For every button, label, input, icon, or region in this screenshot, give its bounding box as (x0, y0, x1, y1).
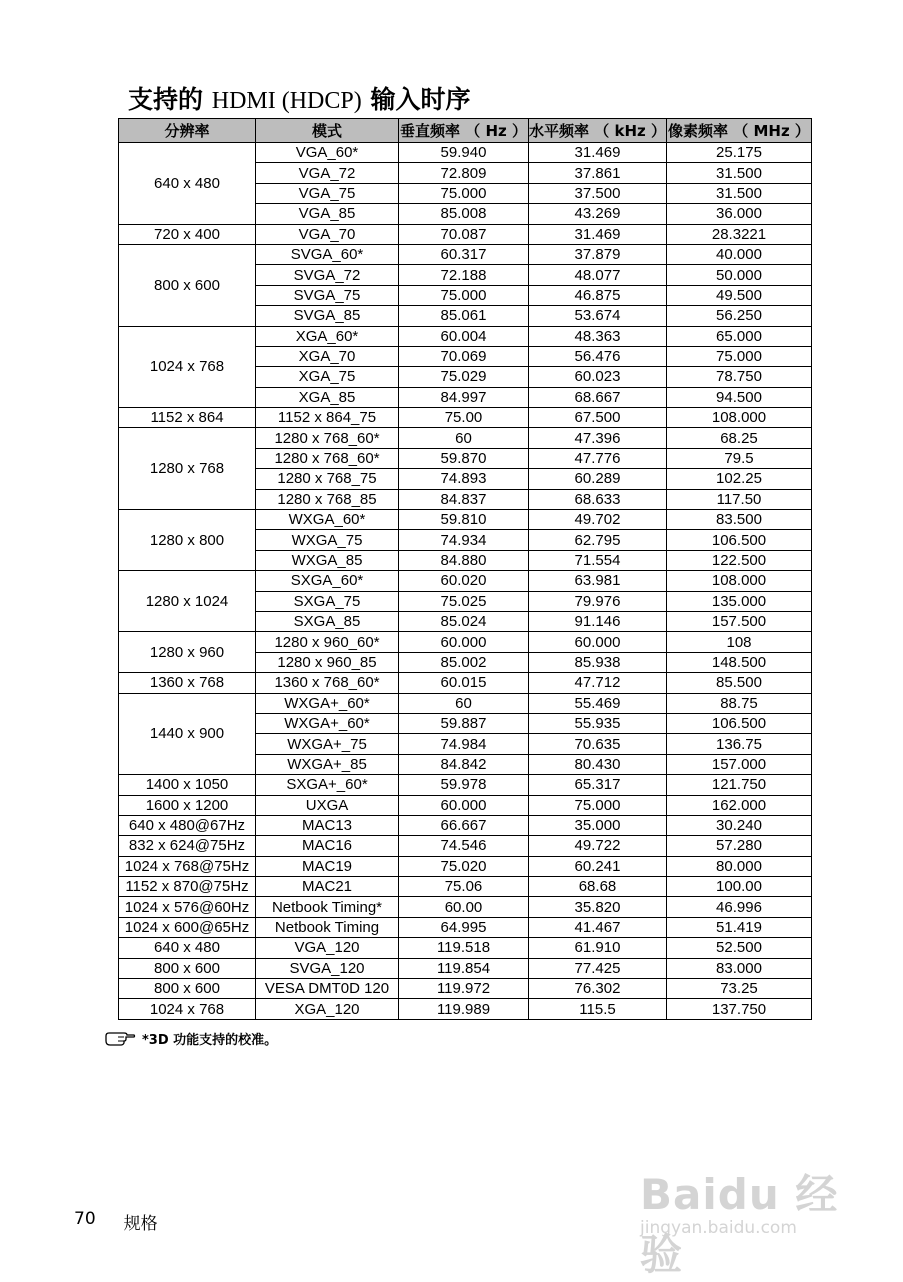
vertical-freq-cell: 59.870 (399, 448, 529, 468)
horizontal-freq-cell: 68.633 (529, 489, 667, 509)
mode-cell: 1280 x 768_85 (256, 489, 399, 509)
vertical-freq-cell: 119.854 (399, 958, 529, 978)
resolution-cell: 1152 x 864 (119, 408, 256, 428)
vertical-freq-cell: 60.020 (399, 571, 529, 591)
mode-cell: MAC21 (256, 877, 399, 897)
mode-cell: WXGA+_75 (256, 734, 399, 754)
column-header: 像素频率 （ MHz ） (667, 119, 812, 143)
table-row (119, 795, 812, 815)
horizontal-freq-cell: 68.667 (529, 387, 667, 407)
horizontal-freq-cell: 79.976 (529, 591, 667, 611)
pixel-freq-cell: 78.750 (667, 367, 812, 387)
horizontal-freq-cell: 47.712 (529, 673, 667, 693)
mode-cell: 1280 x 768_75 (256, 469, 399, 489)
horizontal-freq-cell: 60.023 (529, 367, 667, 387)
horizontal-freq-cell: 65.317 (529, 775, 667, 795)
vertical-freq-cell: 75.00 (399, 408, 529, 428)
table-row (119, 224, 812, 244)
pixel-freq-cell: 94.500 (667, 387, 812, 407)
horizontal-freq-cell: 49.722 (529, 836, 667, 856)
pixel-freq-cell: 68.25 (667, 428, 812, 448)
vertical-freq-cell: 84.880 (399, 550, 529, 570)
pixel-freq-cell: 121.750 (667, 775, 812, 795)
table-row (119, 143, 812, 163)
pixel-freq-cell: 162.000 (667, 795, 812, 815)
resolution-cell: 1024 x 768 (119, 999, 256, 1019)
pixel-freq-cell: 80.000 (667, 856, 812, 876)
pixel-freq-cell: 25.175 (667, 143, 812, 163)
vertical-freq-cell: 74.893 (399, 469, 529, 489)
table-row (119, 428, 812, 448)
table-row (119, 408, 812, 428)
watermark-url: jingyan.baidu.com (640, 1218, 797, 1238)
mode-cell: WXGA_75 (256, 530, 399, 550)
horizontal-freq-cell: 68.68 (529, 877, 667, 897)
horizontal-freq-cell: 91.146 (529, 611, 667, 631)
pixel-freq-cell: 136.75 (667, 734, 812, 754)
mode-cell: XGA_60* (256, 326, 399, 346)
resolution-cell: 1280 x 1024 (119, 571, 256, 632)
pixel-freq-cell: 106.500 (667, 530, 812, 550)
resolution-cell: 1400 x 1050 (119, 775, 256, 795)
horizontal-freq-cell: 60.241 (529, 856, 667, 876)
table-row (119, 917, 812, 937)
mode-cell: MAC19 (256, 856, 399, 876)
vertical-freq-cell: 72.188 (399, 265, 529, 285)
mode-cell: WXGA+_85 (256, 754, 399, 774)
horizontal-freq-cell: 56.476 (529, 346, 667, 366)
vertical-freq-cell: 60 (399, 693, 529, 713)
pixel-freq-cell: 135.000 (667, 591, 812, 611)
horizontal-freq-cell: 53.674 (529, 306, 667, 326)
mode-cell: VGA_75 (256, 183, 399, 203)
pixel-freq-cell: 83.000 (667, 958, 812, 978)
vertical-freq-cell: 119.518 (399, 938, 529, 958)
pixel-freq-cell: 30.240 (667, 815, 812, 835)
horizontal-freq-cell: 61.910 (529, 938, 667, 958)
table-row (119, 775, 812, 795)
footnote (104, 1029, 277, 1048)
vertical-freq-cell: 75.020 (399, 856, 529, 876)
pixel-freq-cell: 56.250 (667, 306, 812, 326)
watermark-logo: Baidu 经验 (640, 1170, 839, 1279)
resolution-cell: 1024 x 768 (119, 326, 256, 408)
mode-cell: WXGA_85 (256, 550, 399, 570)
pixel-freq-cell: 108 (667, 632, 812, 652)
vertical-freq-cell: 60 (399, 428, 529, 448)
mode-cell: UXGA (256, 795, 399, 815)
horizontal-freq-cell: 49.702 (529, 510, 667, 530)
horizontal-freq-cell: 35.820 (529, 897, 667, 917)
title-latin: HDMI (HDCP) (211, 88, 362, 114)
resolution-cell: 640 x 480 (119, 938, 256, 958)
vertical-freq-cell: 64.995 (399, 917, 529, 937)
resolution-cell: 1440 x 900 (119, 693, 256, 775)
mode-cell: 1152 x 864_75 (256, 408, 399, 428)
baidu-watermark (640, 1138, 870, 1279)
mode-cell: Netbook Timing (256, 917, 399, 937)
vertical-freq-cell: 85.002 (399, 652, 529, 672)
pixel-freq-cell: 46.996 (667, 897, 812, 917)
pixel-freq-cell: 137.750 (667, 999, 812, 1019)
vertical-freq-cell: 70.069 (399, 346, 529, 366)
mode-cell: SVGA_72 (256, 265, 399, 285)
mode-cell: XGA_75 (256, 367, 399, 387)
pixel-freq-cell: 73.25 (667, 979, 812, 999)
resolution-cell: 832 x 624@75Hz (119, 836, 256, 856)
pixel-freq-cell: 157.000 (667, 754, 812, 774)
column-header: 垂直频率 （ Hz ） (399, 119, 529, 143)
resolution-cell: 1280 x 800 (119, 510, 256, 571)
pixel-freq-cell: 49.500 (667, 285, 812, 305)
horizontal-freq-cell: 55.469 (529, 693, 667, 713)
pixel-freq-cell: 122.500 (667, 550, 812, 570)
resolution-cell: 800 x 600 (119, 244, 256, 326)
column-header: 分辨率 (119, 119, 256, 143)
horizontal-freq-cell: 41.467 (529, 917, 667, 937)
vertical-freq-cell: 74.984 (399, 734, 529, 754)
vertical-freq-cell: 119.989 (399, 999, 529, 1019)
mode-cell: 1280 x 960_60* (256, 632, 399, 652)
mode-cell: MAC13 (256, 815, 399, 835)
pixel-freq-cell: 36.000 (667, 204, 812, 224)
resolution-cell: 800 x 600 (119, 958, 256, 978)
vertical-freq-cell: 85.008 (399, 204, 529, 224)
resolution-cell: 800 x 600 (119, 979, 256, 999)
input-timing-table (118, 118, 812, 1020)
pixel-freq-cell: 85.500 (667, 673, 812, 693)
table-row (119, 326, 812, 346)
pixel-freq-cell: 106.500 (667, 713, 812, 733)
mode-cell: VESA DMT0D 120 (256, 979, 399, 999)
page-footer (74, 1209, 158, 1234)
pixel-freq-cell: 57.280 (667, 836, 812, 856)
horizontal-freq-cell: 31.469 (529, 143, 667, 163)
mode-cell: SXGA+_60* (256, 775, 399, 795)
mode-cell: WXGA+_60* (256, 713, 399, 733)
horizontal-freq-cell: 55.935 (529, 713, 667, 733)
mode-cell: XGA_70 (256, 346, 399, 366)
resolution-cell: 720 x 400 (119, 224, 256, 244)
horizontal-freq-cell: 71.554 (529, 550, 667, 570)
vertical-freq-cell: 60.004 (399, 326, 529, 346)
vertical-freq-cell: 59.978 (399, 775, 529, 795)
horizontal-freq-cell: 35.000 (529, 815, 667, 835)
horizontal-freq-cell: 80.430 (529, 754, 667, 774)
resolution-cell: 1024 x 600@65Hz (119, 917, 256, 937)
mode-cell: 1280 x 960_85 (256, 652, 399, 672)
vertical-freq-cell: 59.887 (399, 713, 529, 733)
horizontal-freq-cell: 75.000 (529, 795, 667, 815)
pixel-freq-cell: 108.000 (667, 408, 812, 428)
horizontal-freq-cell: 63.981 (529, 571, 667, 591)
vertical-freq-cell: 74.546 (399, 836, 529, 856)
title-suffix: 输入时序 (370, 85, 471, 114)
horizontal-freq-cell: 77.425 (529, 958, 667, 978)
pointing-hand-icon (104, 1030, 136, 1048)
horizontal-freq-cell: 47.776 (529, 448, 667, 468)
pixel-freq-cell: 52.500 (667, 938, 812, 958)
mode-cell: SVGA_85 (256, 306, 399, 326)
table-row (119, 632, 812, 652)
pixel-freq-cell: 117.50 (667, 489, 812, 509)
vertical-freq-cell: 85.024 (399, 611, 529, 631)
page-number: 70 (74, 1209, 96, 1229)
pixel-freq-cell: 31.500 (667, 163, 812, 183)
pixel-freq-cell: 100.00 (667, 877, 812, 897)
resolution-cell: 1360 x 768 (119, 673, 256, 693)
vertical-freq-cell: 66.667 (399, 815, 529, 835)
horizontal-freq-cell: 43.269 (529, 204, 667, 224)
mode-cell: VGA_120 (256, 938, 399, 958)
mode-cell: SXGA_75 (256, 591, 399, 611)
horizontal-freq-cell: 60.000 (529, 632, 667, 652)
horizontal-freq-cell: 76.302 (529, 979, 667, 999)
vertical-freq-cell: 84.842 (399, 754, 529, 774)
table-row (119, 571, 812, 591)
vertical-freq-cell: 60.000 (399, 795, 529, 815)
horizontal-freq-cell: 37.861 (529, 163, 667, 183)
resolution-cell: 1600 x 1200 (119, 795, 256, 815)
table-row (119, 244, 812, 264)
table-header-row (119, 119, 812, 143)
vertical-freq-cell: 75.029 (399, 367, 529, 387)
table-row (119, 999, 812, 1019)
vertical-freq-cell: 75.06 (399, 877, 529, 897)
table-row (119, 693, 812, 713)
mode-cell: SXGA_60* (256, 571, 399, 591)
resolution-cell: 640 x 480@67Hz (119, 815, 256, 835)
horizontal-freq-cell: 47.396 (529, 428, 667, 448)
title-prefix: 支持的 (128, 85, 204, 114)
vertical-freq-cell: 59.810 (399, 510, 529, 530)
mode-cell: 1280 x 768_60* (256, 428, 399, 448)
resolution-cell: 640 x 480 (119, 143, 256, 225)
vertical-freq-cell: 74.934 (399, 530, 529, 550)
pixel-freq-cell: 102.25 (667, 469, 812, 489)
mode-cell: VGA_85 (256, 204, 399, 224)
column-header: 水平频率 （ kHz ） (529, 119, 667, 143)
horizontal-freq-cell: 37.879 (529, 244, 667, 264)
horizontal-freq-cell: 115.5 (529, 999, 667, 1019)
mode-cell: XGA_85 (256, 387, 399, 407)
mode-cell: SXGA_85 (256, 611, 399, 631)
resolution-cell: 1024 x 576@60Hz (119, 897, 256, 917)
mode-cell: XGA_120 (256, 999, 399, 1019)
mode-cell: 1360 x 768_60* (256, 673, 399, 693)
table-row (119, 877, 812, 897)
table-row (119, 979, 812, 999)
pixel-freq-cell: 28.3221 (667, 224, 812, 244)
resolution-cell: 1152 x 870@75Hz (119, 877, 256, 897)
resolution-cell: 1280 x 768 (119, 428, 256, 510)
vertical-freq-cell: 60.015 (399, 673, 529, 693)
vertical-freq-cell: 119.972 (399, 979, 529, 999)
mode-cell: WXGA_60* (256, 510, 399, 530)
horizontal-freq-cell: 31.469 (529, 224, 667, 244)
mode-cell: SVGA_120 (256, 958, 399, 978)
horizontal-freq-cell: 48.077 (529, 265, 667, 285)
section-name: 规格 (123, 1214, 158, 1234)
mode-cell: WXGA+_60* (256, 693, 399, 713)
vertical-freq-cell: 75.000 (399, 285, 529, 305)
vertical-freq-cell: 75.025 (399, 591, 529, 611)
table-row (119, 897, 812, 917)
horizontal-freq-cell: 70.635 (529, 734, 667, 754)
table-row (119, 958, 812, 978)
horizontal-freq-cell: 67.500 (529, 408, 667, 428)
vertical-freq-cell: 60.317 (399, 244, 529, 264)
horizontal-freq-cell: 37.500 (529, 183, 667, 203)
vertical-freq-cell: 60.000 (399, 632, 529, 652)
horizontal-freq-cell: 46.875 (529, 285, 667, 305)
mode-cell: SVGA_75 (256, 285, 399, 305)
horizontal-freq-cell: 85.938 (529, 652, 667, 672)
table-row (119, 856, 812, 876)
mode-cell: VGA_60* (256, 143, 399, 163)
pixel-freq-cell: 108.000 (667, 571, 812, 591)
pixel-freq-cell: 40.000 (667, 244, 812, 264)
pixel-freq-cell: 75.000 (667, 346, 812, 366)
resolution-cell: 1024 x 768@75Hz (119, 856, 256, 876)
table-row (119, 510, 812, 530)
horizontal-freq-cell: 62.795 (529, 530, 667, 550)
vertical-freq-cell: 70.087 (399, 224, 529, 244)
vertical-freq-cell: 60.00 (399, 897, 529, 917)
vertical-freq-cell: 75.000 (399, 183, 529, 203)
resolution-cell: 1280 x 960 (119, 632, 256, 673)
pixel-freq-cell: 31.500 (667, 183, 812, 203)
vertical-freq-cell: 85.061 (399, 306, 529, 326)
pixel-freq-cell: 79.5 (667, 448, 812, 468)
mode-cell: 1280 x 768_60* (256, 448, 399, 468)
vertical-freq-cell: 84.837 (399, 489, 529, 509)
mode-cell: VGA_72 (256, 163, 399, 183)
pixel-freq-cell: 157.500 (667, 611, 812, 631)
mode-cell: VGA_70 (256, 224, 399, 244)
table-row (119, 673, 812, 693)
pixel-freq-cell: 83.500 (667, 510, 812, 530)
pixel-freq-cell: 50.000 (667, 265, 812, 285)
vertical-freq-cell: 72.809 (399, 163, 529, 183)
mode-cell: SVGA_60* (256, 244, 399, 264)
vertical-freq-cell: 84.997 (399, 387, 529, 407)
pixel-freq-cell: 88.75 (667, 693, 812, 713)
column-header: 模式 (256, 119, 399, 143)
footnote-text: *3D 功能支持的校准。 (142, 1033, 278, 1048)
table-row (119, 836, 812, 856)
mode-cell: Netbook Timing* (256, 897, 399, 917)
pixel-freq-cell: 148.500 (667, 652, 812, 672)
mode-cell: MAC16 (256, 836, 399, 856)
vertical-freq-cell: 59.940 (399, 143, 529, 163)
table-body (119, 143, 812, 1020)
page-title (128, 80, 470, 116)
horizontal-freq-cell: 48.363 (529, 326, 667, 346)
horizontal-freq-cell: 60.289 (529, 469, 667, 489)
table-row (119, 938, 812, 958)
pixel-freq-cell: 51.419 (667, 917, 812, 937)
table-row (119, 815, 812, 835)
pixel-freq-cell: 65.000 (667, 326, 812, 346)
